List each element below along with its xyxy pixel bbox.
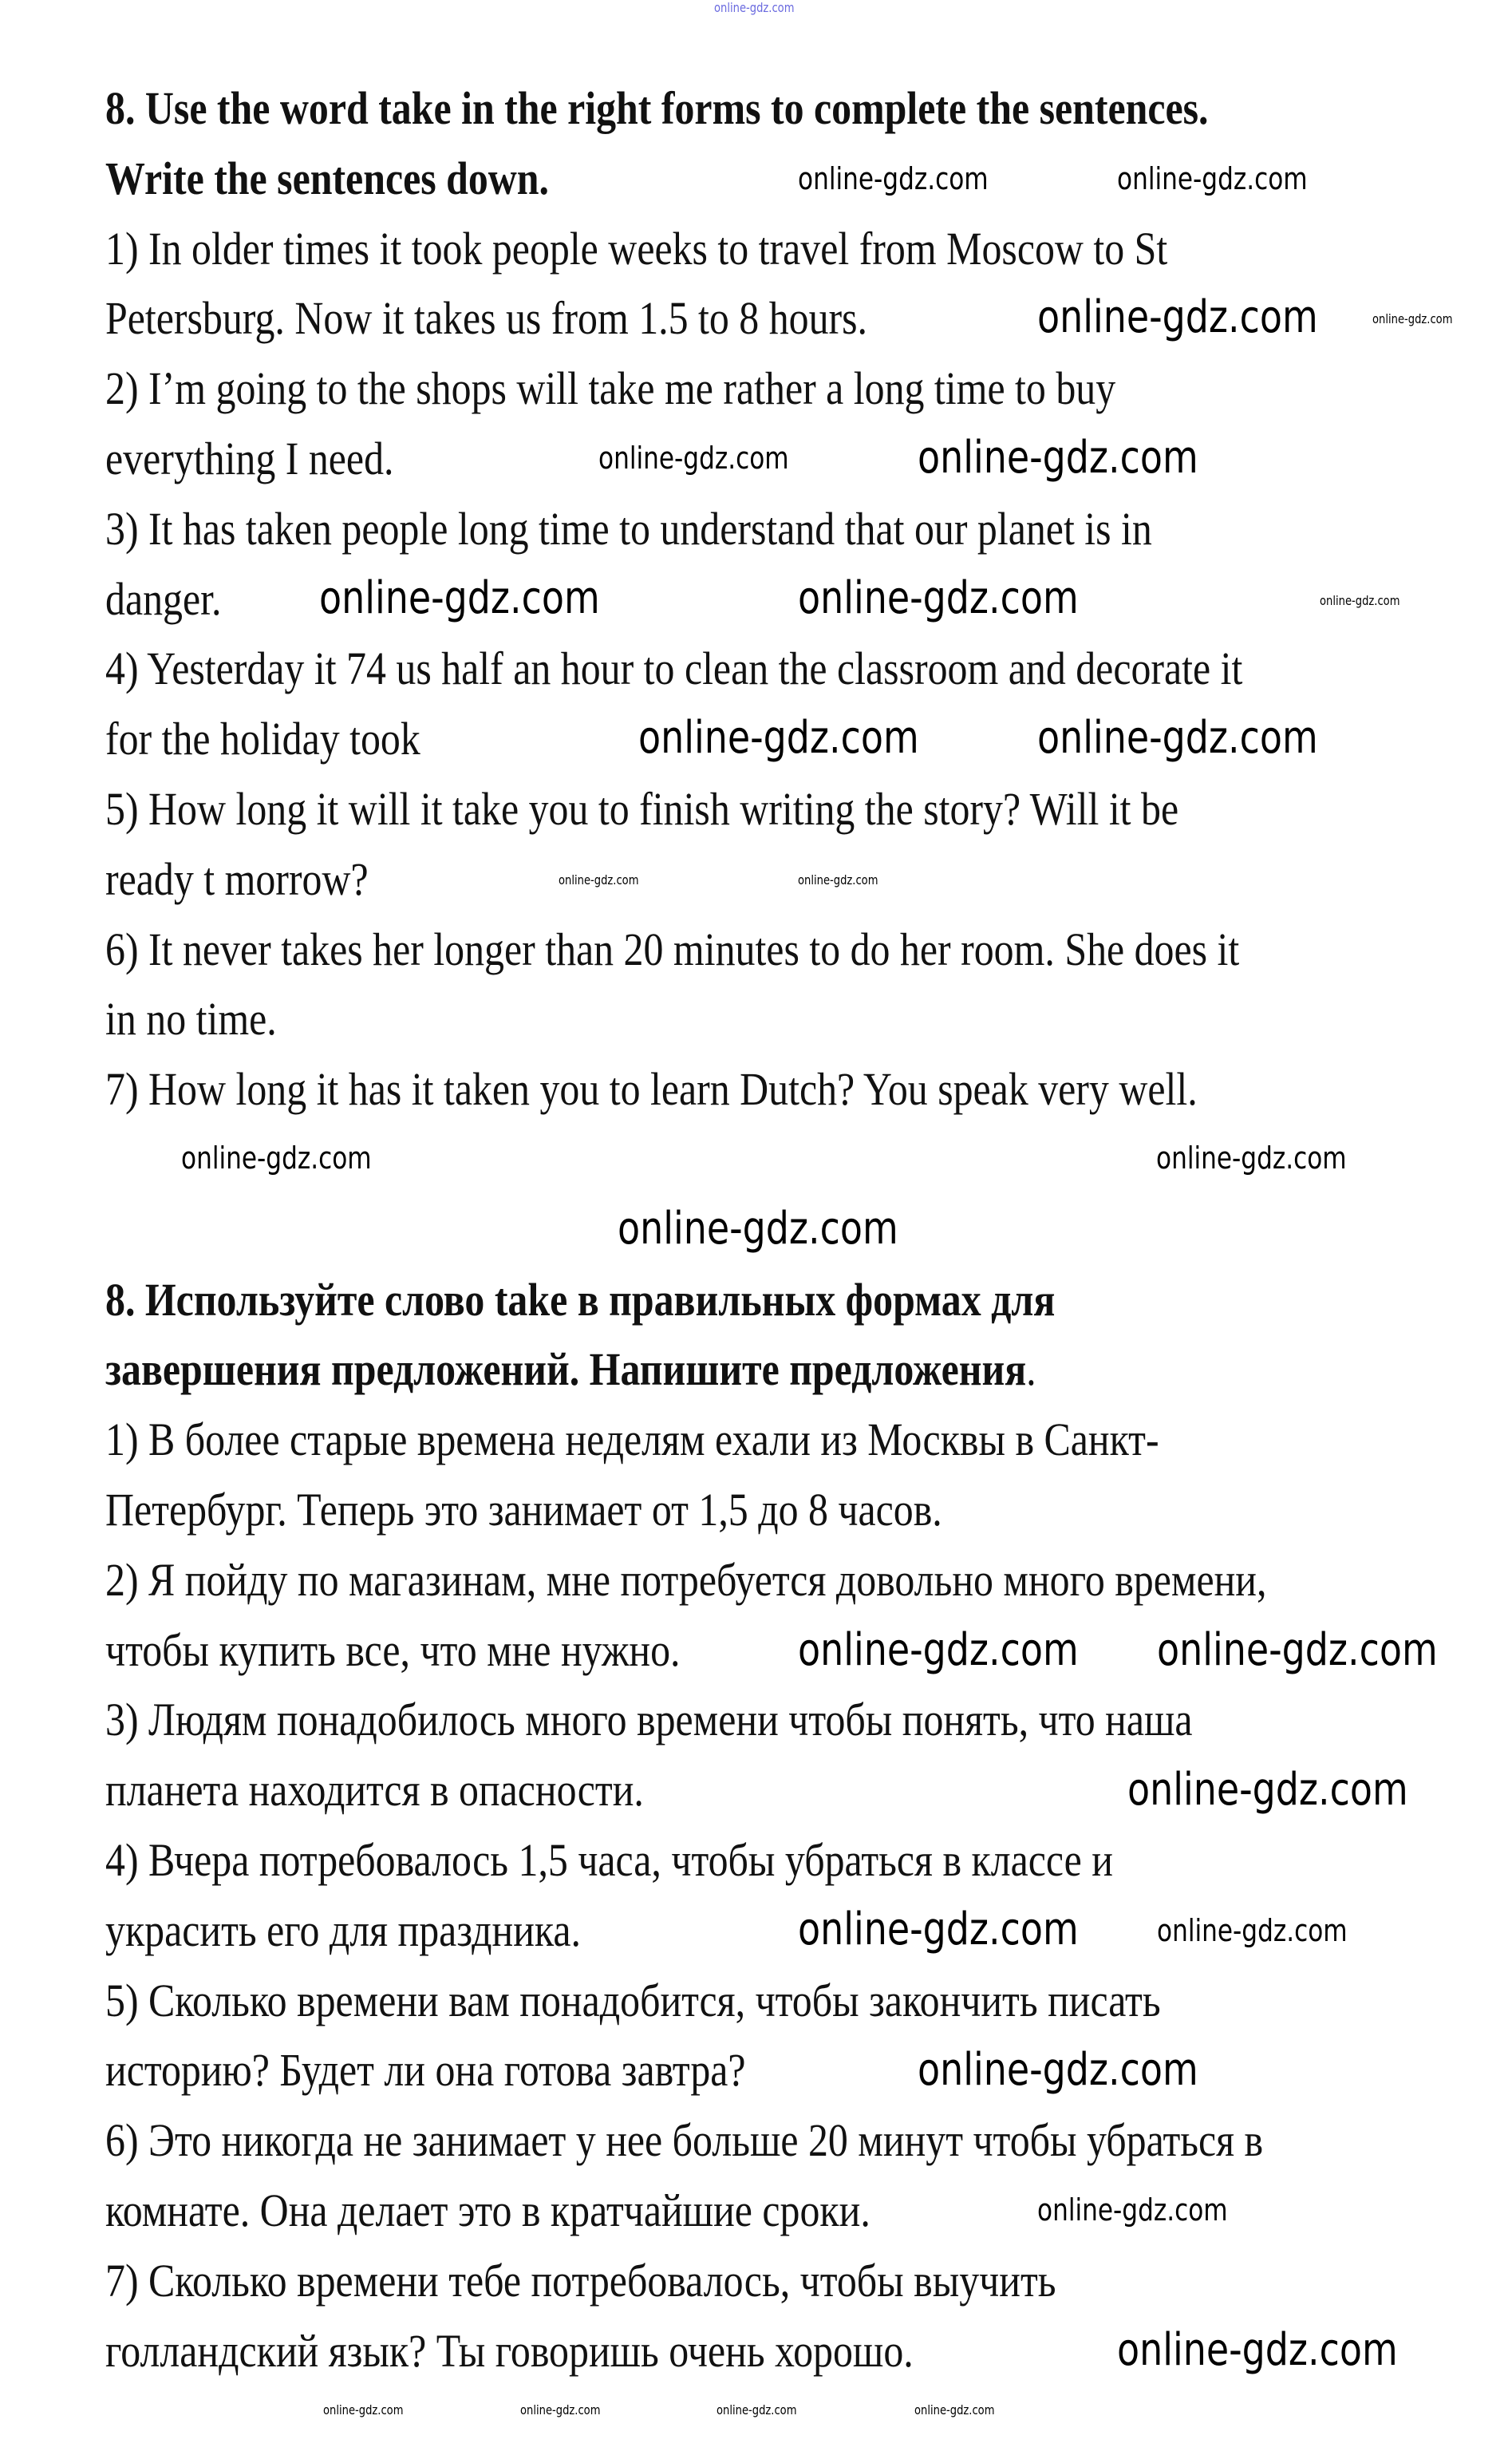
russian-line: 5) Сколько времени вам понадобится, чтобы закончить писать xyxy=(105,1974,1161,2026)
watermark: online-gdz.com xyxy=(798,161,989,196)
english-line: in no time. xyxy=(105,993,277,1046)
watermark: online-gdz.com xyxy=(1320,593,1400,608)
watermark: online-gdz.com xyxy=(1117,2324,1398,2376)
russian-heading-period: . xyxy=(1026,1343,1036,1396)
watermark: online-gdz.com xyxy=(1156,1141,1347,1176)
russian-line: 4) Вчера потребовалось 1,5 часа, чтобы убраться в классе и xyxy=(105,1833,1113,1886)
russian-line: 7) Сколько времени тебе потребовалось, чтобы выучить xyxy=(105,2254,1056,2307)
english-line: 4) Yesterday it 74 us half an hour to clean the classroom and decorate it xyxy=(105,642,1243,695)
english-line: 5) How long it will it take you to finish writing the story? Will it be xyxy=(105,782,1179,835)
watermark: online-gdz.com xyxy=(798,872,878,888)
english-line: everything I need. xyxy=(105,432,394,484)
russian-line: 1) В более старые времена неделям ехали из Москвы в Санкт- xyxy=(105,1413,1159,1466)
russian-heading-line-2-wrap xyxy=(105,1334,1036,1405)
english-line: Petersburg. Now it takes us from 1.5 to 8 hours. xyxy=(105,292,868,345)
watermark: online-gdz.com xyxy=(1037,712,1318,764)
watermark: online-gdz.com xyxy=(918,2044,1198,2096)
russian-line: 6) Это никогда не занимает у нее больше 20 минут чтобы убраться в xyxy=(105,2114,1264,2167)
watermark: online-gdz.com xyxy=(914,2402,995,2417)
spacer xyxy=(105,1195,113,1265)
watermark: online-gdz.com xyxy=(1037,2192,1228,2228)
english-line: 6) It never takes her longer than 20 minutes to do her room. She does it xyxy=(105,923,1240,975)
english-line: 3) It has taken people long time to understand that our planet is in xyxy=(105,502,1152,555)
watermark: online-gdz.com xyxy=(618,1203,898,1255)
watermark: online-gdz.com xyxy=(1157,1624,1438,1676)
russian-line: Петербург. Теперь это занимает от 1,5 до 8 часов. xyxy=(105,1483,942,1536)
english-line: for the holiday took xyxy=(105,713,420,765)
russian-line: 2) Я пойду по магазинам, мне потребуется довольно много времени, xyxy=(105,1553,1267,1606)
russian-line: 3) Людям понадобилось много времени чтобы понять, что наша xyxy=(105,1694,1193,1746)
english-line: 7) How long it has it taken you to learn Dutch? You speak very well. xyxy=(105,1063,1198,1116)
russian-line: комнате. Она делает это в кратчайшие сроки. xyxy=(105,2184,870,2236)
watermark: online-gdz.com xyxy=(319,572,600,624)
watermark: online-gdz.com xyxy=(638,712,919,764)
russian-heading-line-2: завершения предложений. Напишите предложения xyxy=(105,1343,1027,1396)
english-line: danger. xyxy=(105,572,222,625)
english-line: 1) In older times it took people weeks to travel from Moscow to St xyxy=(105,222,1168,275)
watermark: online-gdz.com xyxy=(598,441,789,476)
watermark: online-gdz.com xyxy=(918,432,1198,484)
russian-line: голландский язык? Ты говоришь очень хорошо. xyxy=(105,2324,914,2377)
english-heading-line-1: 8. Use the word take in the right forms to complete the sentences. xyxy=(105,82,1209,134)
russian-heading-line-1: 8. Используйте слово take в правильных формах для xyxy=(105,1273,1056,1326)
watermark: online-gdz.com xyxy=(1372,311,1453,326)
watermark: online-gdz.com xyxy=(1127,1764,1408,1816)
watermark: online-gdz.com xyxy=(559,872,639,888)
russian-line: историю? Будет ли она готова завтра? xyxy=(105,2044,746,2097)
watermark: online-gdz.com xyxy=(1157,1913,1348,1948)
russian-line: планета находится в опасности. xyxy=(105,1764,644,1817)
watermark: online-gdz.com xyxy=(798,572,1079,624)
english-line: 2) I’m going to the shops will take me rather a long time to buy xyxy=(105,362,1116,415)
watermark: online-gdz.com xyxy=(714,0,795,15)
watermark: online-gdz.com xyxy=(798,1904,1079,1955)
watermark: online-gdz.com xyxy=(1117,161,1308,196)
spacer xyxy=(105,1125,113,1195)
watermark: online-gdz.com xyxy=(323,2402,404,2417)
watermark: online-gdz.com xyxy=(798,1624,1079,1676)
watermark: online-gdz.com xyxy=(181,1141,372,1176)
watermark: online-gdz.com xyxy=(717,2402,797,2417)
watermark: online-gdz.com xyxy=(520,2402,601,2417)
english-line: ready t morrow? xyxy=(105,852,369,905)
english-heading-line-2: Write the sentences down. xyxy=(105,152,550,204)
russian-line: украсить его для праздника. xyxy=(105,1904,581,1956)
watermark: online-gdz.com xyxy=(1037,291,1318,343)
russian-line: чтобы купить все, что мне нужно. xyxy=(105,1623,681,1676)
